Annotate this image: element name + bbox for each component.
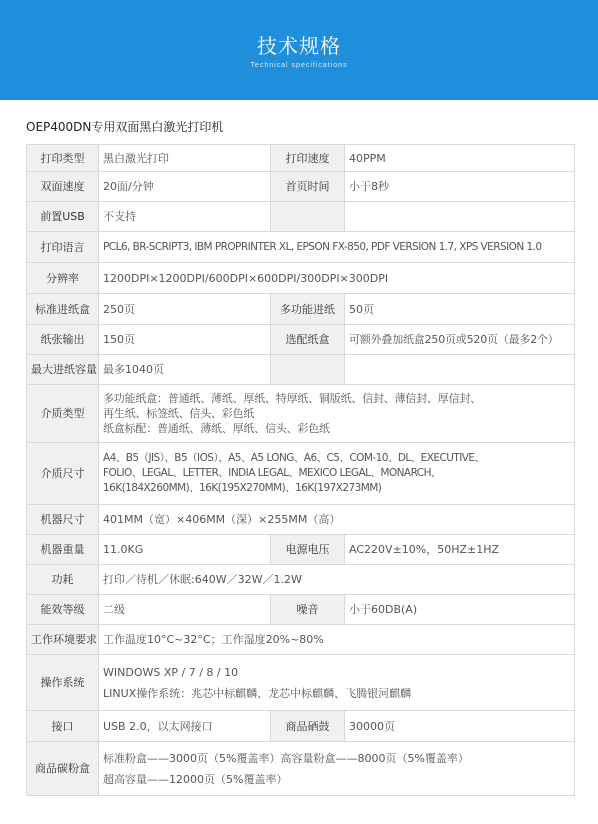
spec-value: AC220V±10%，50HZ±1HZ — [345, 535, 575, 565]
table-row — [27, 325, 575, 355]
spec-label: 介质尺寸 — [27, 443, 99, 505]
table-row — [27, 443, 575, 505]
table-row — [27, 535, 575, 565]
table-row — [27, 232, 575, 263]
spec-label: 机器尺寸 — [27, 505, 99, 535]
spec-label: 首页时间 — [271, 172, 345, 202]
spec-label: 纸张输出 — [27, 325, 99, 355]
table-row — [27, 505, 575, 535]
spec-label: 打印类型 — [27, 145, 99, 172]
table-row — [27, 355, 575, 385]
os-line: WINDOWS XP / 7 / 8 / 10 — [103, 665, 239, 679]
spec-value: 40PPM — [345, 145, 575, 172]
table-row — [27, 263, 575, 294]
spec-value — [99, 385, 575, 443]
spec-label: 双面速度 — [27, 172, 99, 202]
spec-value: 工作温度10°C~32°C；工作湿度20%~80% — [99, 625, 575, 655]
toner-line: 标准粉盒——3000页（5%覆盖率）高容量粉盒——8000页（5%覆盖率） — [103, 751, 469, 765]
table-row — [27, 385, 575, 443]
empty-cell — [345, 202, 575, 232]
table-row — [27, 172, 575, 202]
empty-cell — [345, 355, 575, 385]
table-row — [27, 742, 575, 796]
media-size-line: 16K(184X260MM)、16K(195X270MM)、16K(197X273MM) — [103, 482, 382, 494]
page-title: 技术规格 — [257, 34, 341, 58]
spec-value: 50页 — [345, 294, 575, 325]
spec-value: 401MM（宽）×406MM（深）×255MM（高） — [99, 505, 575, 535]
spec-label: 介质类型 — [27, 385, 99, 443]
spec-label: 选配纸盒 — [271, 325, 345, 355]
table-row — [27, 625, 575, 655]
spec-label: 打印速度 — [271, 145, 345, 172]
table-row — [27, 655, 575, 711]
spec-value: USB 2.0，以太网接口 — [99, 711, 271, 742]
spec-label: 机器重量 — [27, 535, 99, 565]
spec-label: 打印语言 — [27, 232, 99, 263]
spec-label: 多功能进纸 — [271, 294, 345, 325]
spec-label: 操作系统 — [27, 655, 99, 711]
spec-value: 1200DPI×1200DPI/600DPI×600DPI/300DPI×300DPI — [99, 263, 575, 294]
spec-value: 二级 — [99, 595, 271, 625]
media-type-line: 多功能纸盒：普通纸、薄纸、厚纸、特厚纸、铜版纸、信封、薄信封、厚信封、 — [103, 392, 481, 405]
product-title: OEP400DN专用双面黑白激光打印机 — [26, 120, 224, 134]
media-type-line: 纸盒标配：普通纸、薄纸、厚纸、信头、彩色纸 — [103, 422, 330, 435]
spec-label: 商品碳粉盒 — [27, 742, 99, 796]
spec-value: 150页 — [99, 325, 271, 355]
spec-value: 黑白激光打印 — [99, 145, 271, 172]
table-row — [27, 711, 575, 742]
spec-value: 11.0KG — [99, 535, 271, 565]
spec-value: 可额外叠加纸盒250页或520页（最多2个） — [345, 325, 575, 355]
spec-value — [99, 742, 575, 796]
os-line: LINUX操作系统：兆芯中标麒麟、龙芯中标麒麟、飞腾银河麒麟 — [103, 686, 412, 700]
table-row — [27, 202, 575, 232]
spec-table — [26, 144, 575, 796]
header-banner — [0, 0, 598, 100]
table-row — [27, 294, 575, 325]
media-size-line: FOLIO、LEGAL、LETTER、INDIA LEGAL、MEXICO LEGAL、MONARCH、 — [103, 467, 441, 479]
spec-label: 商品硒鼓 — [271, 711, 345, 742]
spec-value: PCL6, BR-SCRIPT3, IBM PROPRINTER XL, EPSON FX-850, PDF VERSION 1.7, XPS VERSION 1.0 — [99, 232, 575, 263]
empty-cell — [271, 202, 345, 232]
toner-line: 超高容量——12000页（5%覆盖率） — [103, 772, 288, 786]
spec-value: 小于60DB(A) — [345, 595, 575, 625]
page-subtitle: Technical specifications — [250, 62, 348, 69]
spec-label: 分辨率 — [27, 263, 99, 294]
spec-value: 最多1040页 — [99, 355, 271, 385]
spec-value — [99, 443, 575, 505]
media-size-line: A4、B5（JIS）、B5（IOS）、A5、A5 LONG、A6、C5、COM-10、DL、EXECUTIVE、 — [103, 452, 485, 464]
spec-label: 工作环境要求 — [27, 625, 99, 655]
spec-label: 接口 — [27, 711, 99, 742]
spec-value: 20面/分钟 — [99, 172, 271, 202]
spec-label: 电源电压 — [271, 535, 345, 565]
spec-label: 噪音 — [271, 595, 345, 625]
table-row — [27, 595, 575, 625]
spec-value: 打印／待机／休眠:640W／32W／1.2W — [99, 565, 575, 595]
spec-value: 30000页 — [345, 711, 575, 742]
spec-label: 最大进纸容量 — [27, 355, 99, 385]
spec-value: 小于8秒 — [345, 172, 575, 202]
table-row — [27, 565, 575, 595]
media-type-line: 再生纸、标签纸、信头、彩色纸 — [103, 407, 255, 420]
spec-value — [99, 655, 575, 711]
spec-value: 不支持 — [99, 202, 271, 232]
spec-label: 功耗 — [27, 565, 99, 595]
spec-label: 前置USB — [27, 202, 99, 232]
empty-cell — [271, 355, 345, 385]
table-row — [27, 145, 575, 172]
spec-value: 250页 — [99, 294, 271, 325]
spec-label: 标准进纸盒 — [27, 294, 99, 325]
spec-label: 能效等级 — [27, 595, 99, 625]
